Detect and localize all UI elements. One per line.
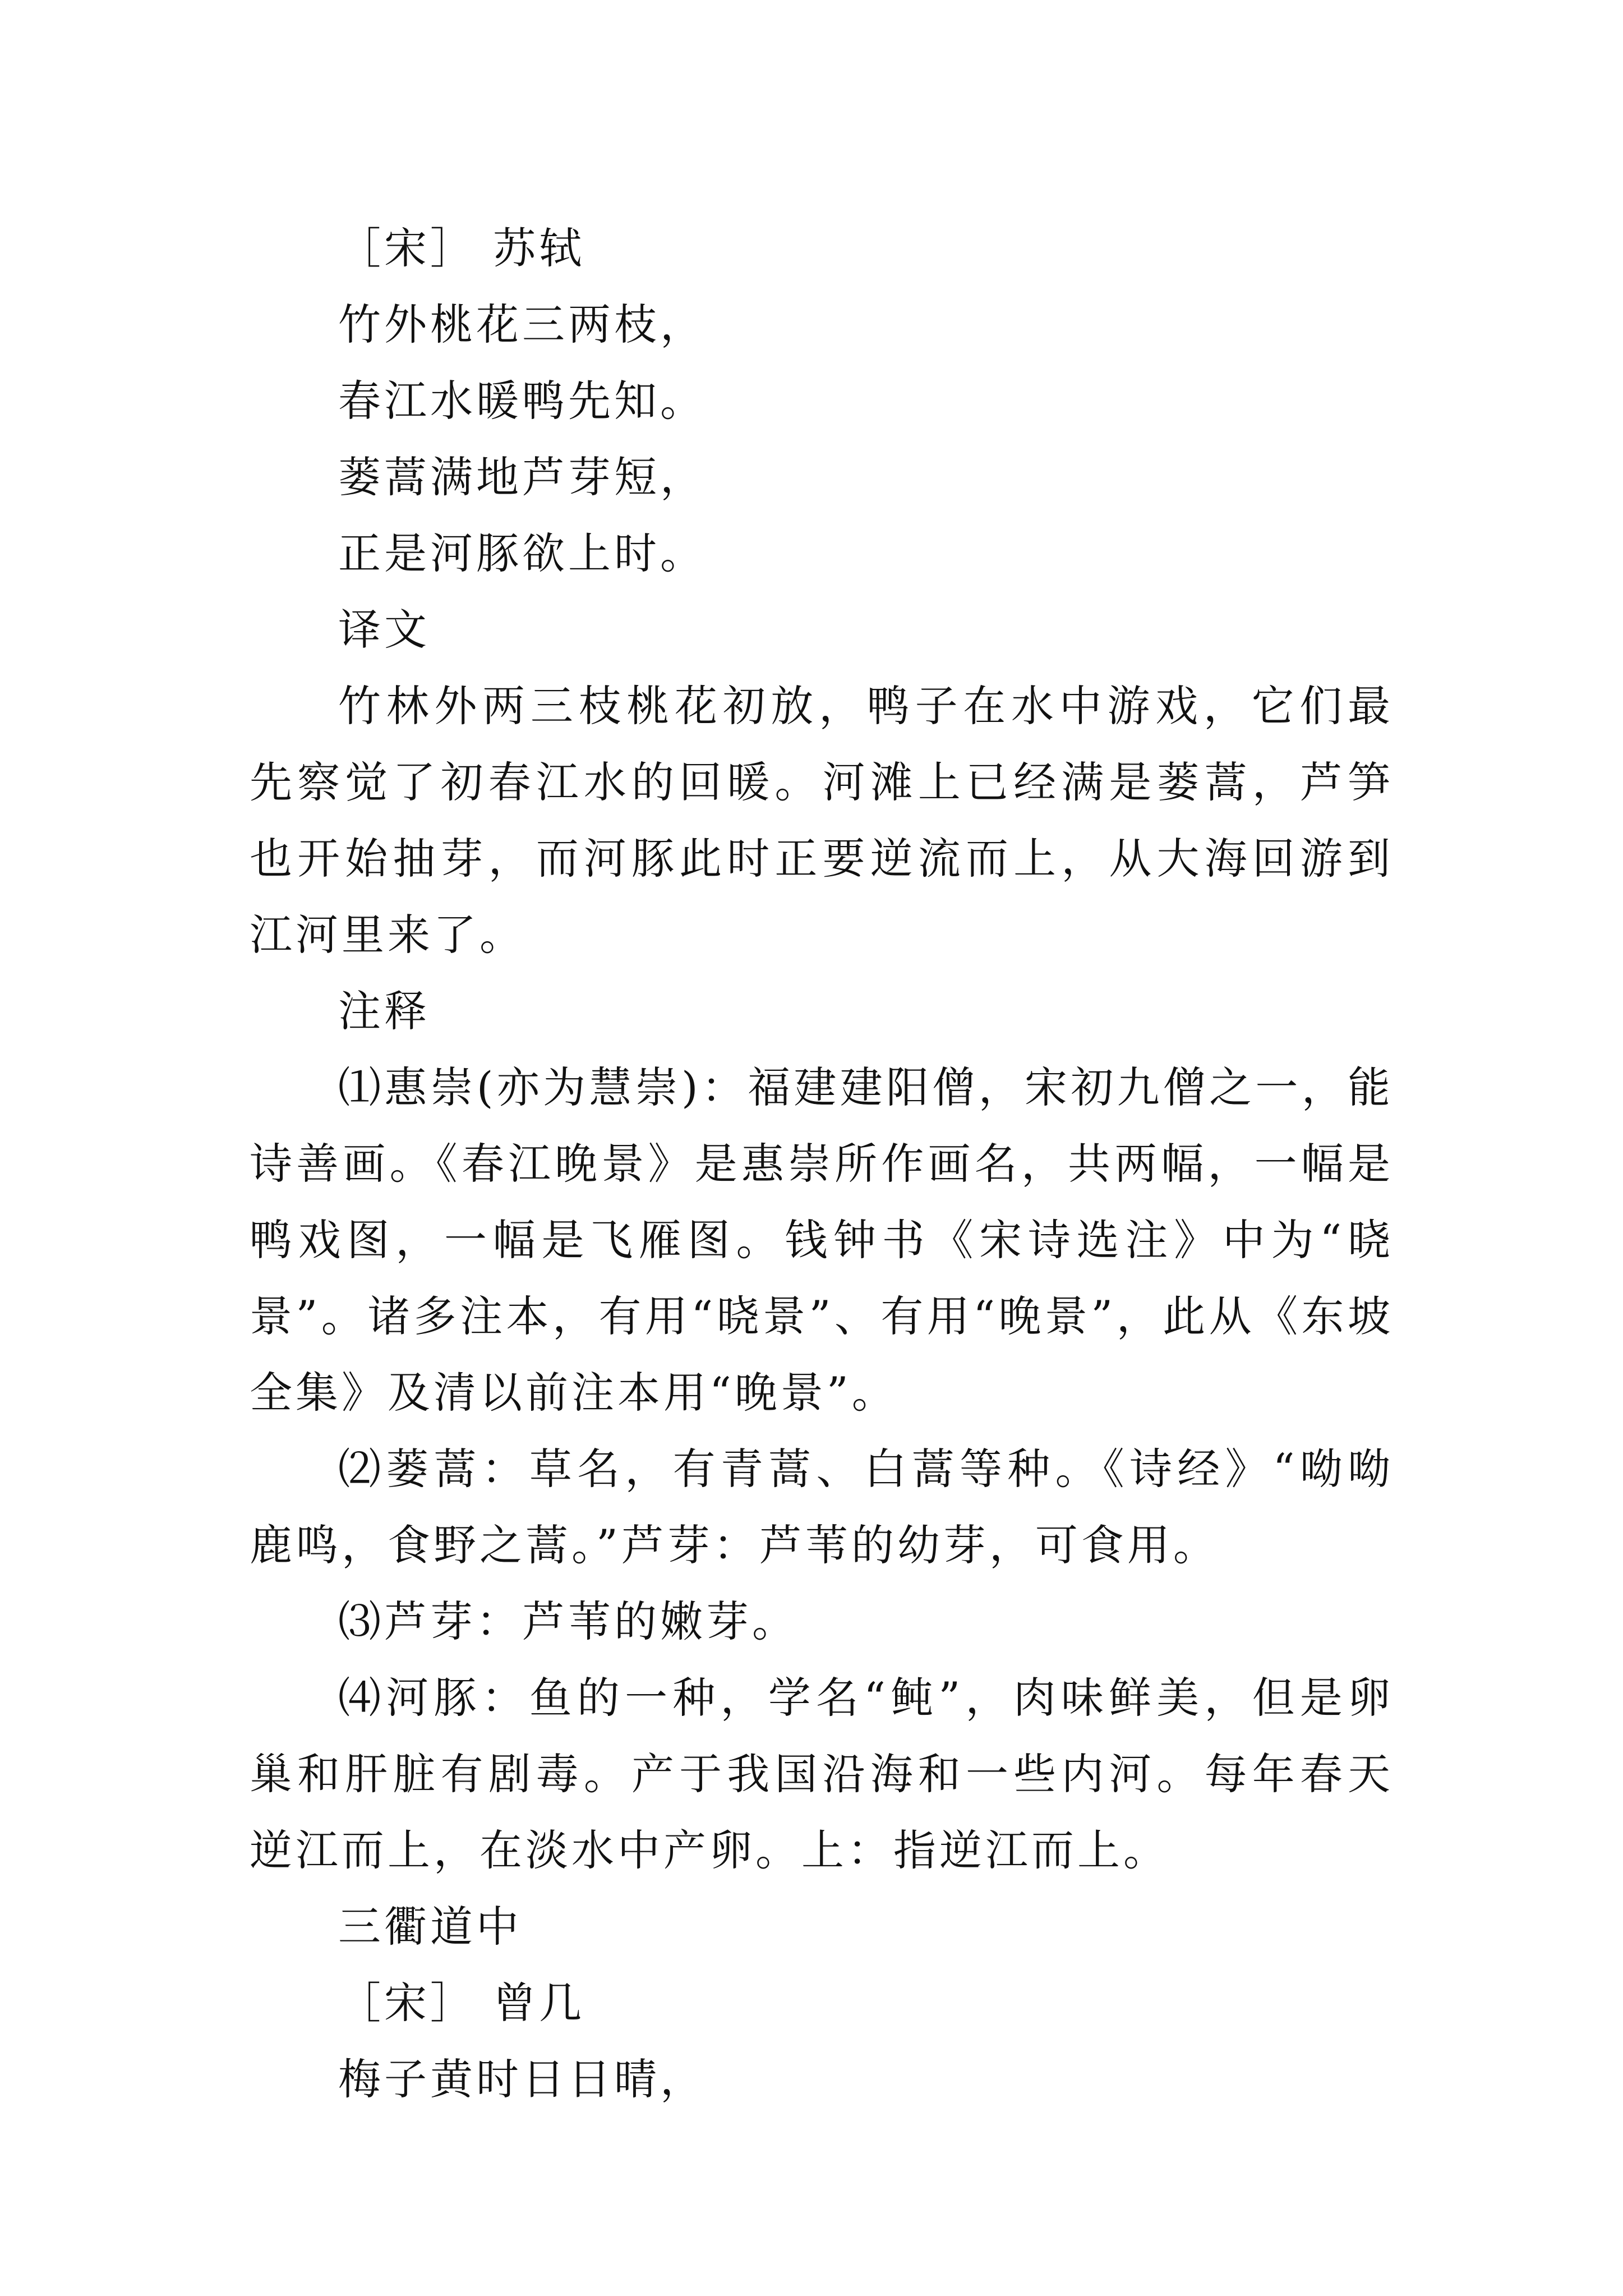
note-3: ⑶芦芽：芦苇的嫩芽。 [338,1596,798,1646]
poem1-line-2: 春江水暖鸭先知。 [338,376,706,426]
poem1-line-1: 竹外桃花三两枝， [338,300,706,349]
poem2-author: ［宋］ 曾几 [338,1978,585,2028]
notes-heading: 注释 [338,986,430,1036]
poem2-title: 三衢道中 [338,1902,522,1952]
document-body [250,210,1394,2118]
poem1-line-4: 正是河豚欲上时。 [338,528,706,578]
poem1-line-3: 蒌蒿满地芦芽短， [338,452,706,502]
poem2-line-1: 梅子黄时日日晴， [338,2054,706,2104]
note-2: ⑵蒌蒿：草名，有青蒿、白蒿等种。《诗经》“呦呦鹿鸣，食野之蒿。”芦芽：芦苇的幼芽，可食用。 [250,1444,1394,1570]
translation-text: 竹林外两三枝桃花初放，鸭子在水中游戏，它们最先察觉了初春江水的回暖。河滩上已经满是蒌蒿，芦笋也开始抽芽，而河豚此时正要逆流而上，从大海回游到江河里来了。 [250,681,1394,960]
translation-heading: 译文 [338,605,430,655]
note-1: ⑴惠崇(亦为慧崇)：福建建阳僧，宋初九僧之一，能诗善画。《春江晚景》是惠崇所作画名，共两幅，一幅是鸭戏图，一幅是飞雁图。钱钟书《宋诗选注》中为“晓景”。诸多注本，有用“晓景”、有用“晚景”，此从《东坡全集》及清以前注本用“晚景”。 [250,1062,1394,1418]
poem1-author: ［宋］ 苏轼 [338,223,585,273]
note-4: ⑷河豚：鱼的一种，学名“鲀”，肉味鲜美，但是卵巢和肝脏有剧毒。产于我国沿海和一些内河。每年春天逆江而上，在淡水中产卵。上：指逆江而上。 [250,1673,1394,1875]
